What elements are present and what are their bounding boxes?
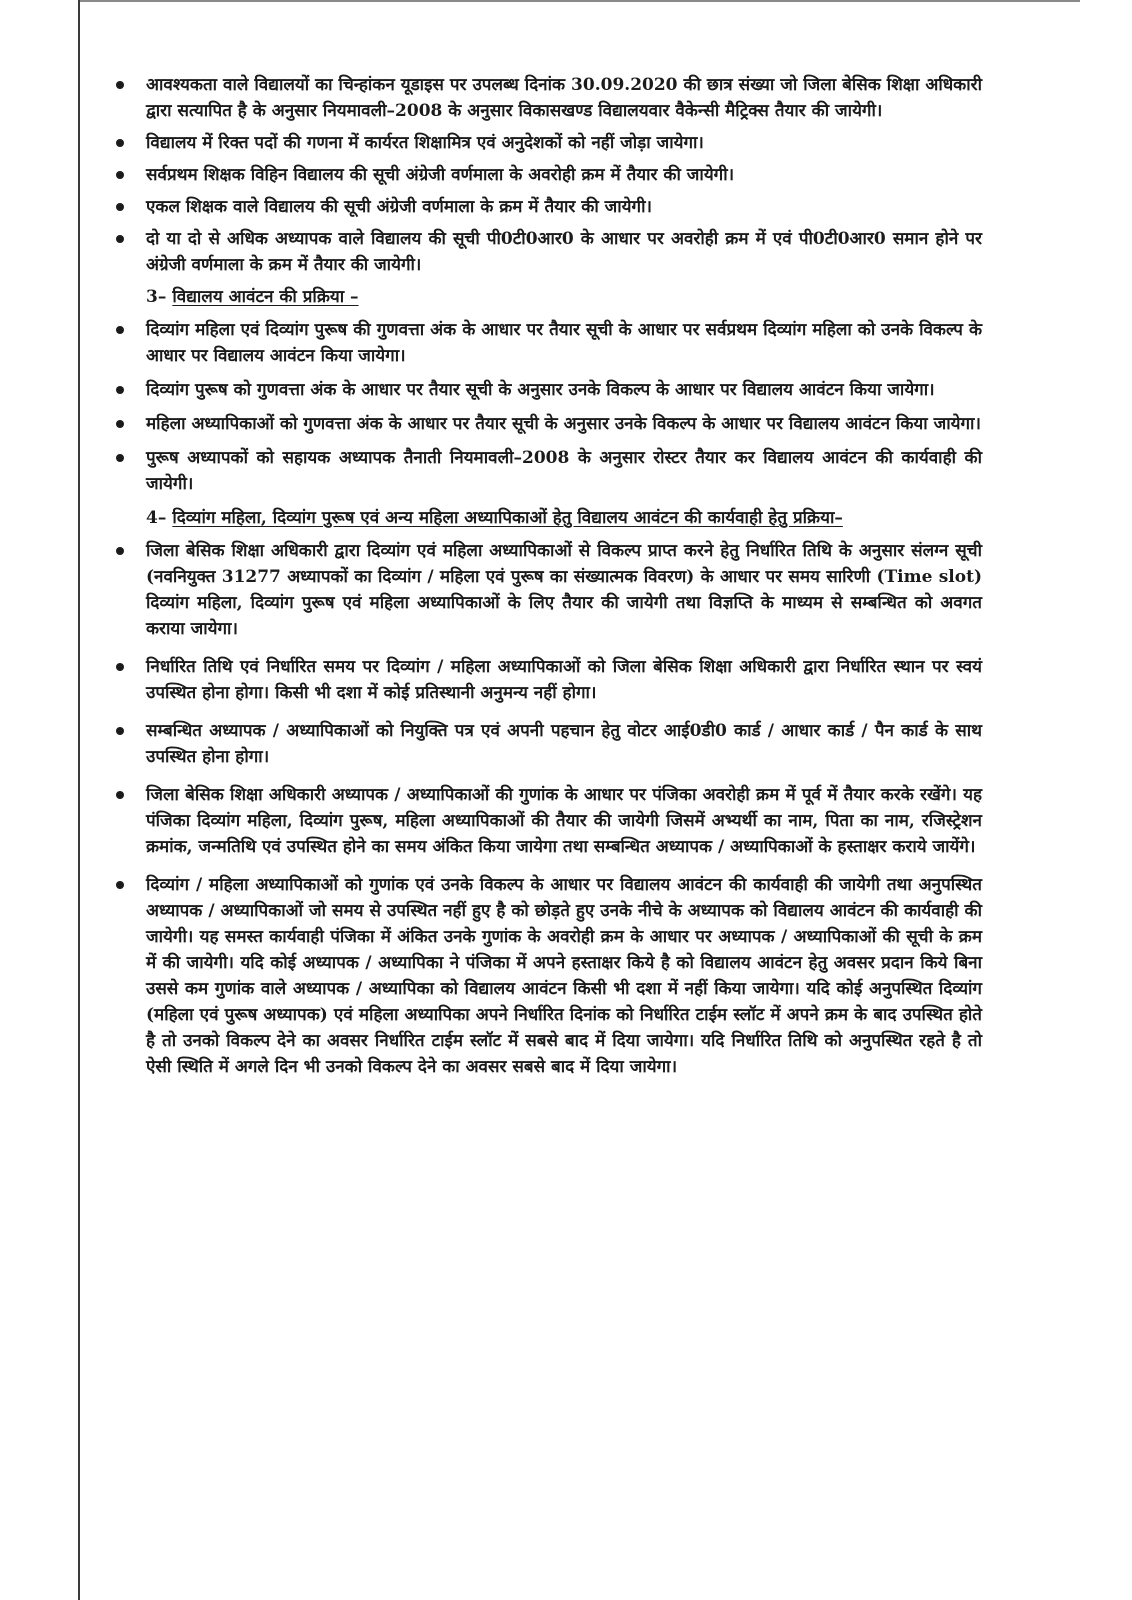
list-item [112, 654, 982, 706]
bullet-icon [116, 663, 124, 671]
bullet-icon [116, 326, 124, 334]
section-3-number: 3– [146, 287, 167, 307]
bullet-text: सर्वप्रथम शिक्षक विहिन विद्यालय की सूची अंग्रेजी वर्णमाला के अवरोही क्रम में तैयार की जायेगी। [146, 165, 735, 185]
bullet-icon [116, 547, 124, 555]
bullet-text: सम्बन्धित अध्यापक / अध्यापिकाओं को नियुक्ति पत्र एवं अपनी पहचान हेतु वोटर आई0डी0 कार्ड / आधार कार्ड / पैन कार्ड के साथ उपस्थित होना होगा। [146, 721, 982, 767]
bullet-icon [116, 81, 124, 89]
section-3-title: विद्यालय आवंटन की प्रक्रिया – [172, 287, 359, 307]
list-item [112, 317, 982, 369]
bullet-text: महिला अध्यापिकाओं को गुणवत्ता अंक के आधार पर तैयार सूची के अनुसार उनके विकल्प के आधार पर विद्यालय आवंटन किया जायेगा। [146, 414, 981, 434]
list-item [112, 194, 982, 220]
page-top-edge-rule [80, 0, 1080, 2]
page-left-margin-rule [78, 0, 80, 1600]
bullet-icon [116, 727, 124, 735]
section-4-heading [112, 505, 982, 531]
list-item [112, 377, 982, 403]
section-4-number: 4– [146, 508, 167, 528]
bullet-text: जिला बेसिक शिक्षा अधिकारी अध्यापक / अध्यापिकाओं की गुणांक के आधार पर पंजिका अवरोही क्रम में पूर्व में तैयार करके रखेंगे। यह पंजिका दिव्यांग महिला, दिव्यांग पुरूष, महिला अध्यापिकाओं की तैयार की जायेगी जिसमें अभ्यर्थी का नाम, पिता का नाम, रजिस्ट्रेशन क्रमांक, जन्मतिथि एवं उपस्थित होने का समय अंकित किया जायेगा तथा सम्बन्धित अध्यापक / अध्यापिकाओं के हस्ताक्षर कराये जायेंगे। [146, 785, 982, 857]
bullet-text: आवश्यकता वाले विद्यालयों का चिन्हांकन यूडाइस पर उपलब्ध दिनांक 30.09.2020 की छात्र संख्या जो जिला बेसिक शिक्षा अधिकारी द्वारा सत्यापित है के अनुसार नियमावली–2008 के अनुसार विकासखण्ड विद्यालयवार वैकेन्सी मैट्रिक्स तैयार की जायेगी। [146, 75, 982, 121]
section-3-bullet-list [112, 317, 982, 497]
bullet-text: एकल शिक्षक वाले विद्यालय की सूची अंग्रेजी वर्णमाला के क्रम में तैयार की जायेगी। [146, 197, 652, 217]
bullet-icon [116, 420, 124, 428]
bullet-icon [116, 171, 124, 179]
bullet-text: पुरूष अध्यापकों को सहायक अध्यापक तैनाती नियमावली–2008 के अनुसार रोस्टर तैयार कर विद्यालय आवंटन की कार्यवाही की जायेगी। [146, 448, 982, 494]
bullet-icon [116, 791, 124, 799]
bullet-icon [116, 454, 124, 462]
list-item [112, 411, 982, 437]
bullet-text: दिव्यांग महिला एवं दिव्यांग पुरूष की गुणवत्ता अंक के आधार पर तैयार सूची के आधार पर सर्वप्रथम दिव्यांग महिला को उनके विकल्प के आधार पर विद्यालय आवंटन किया जायेगा। [146, 320, 982, 366]
bullet-icon [116, 881, 124, 889]
bullet-text: दिव्यांग / महिला अध्यापिकाओं को गुणांक एवं उनके विकल्प के आधार पर विद्यालय आवंटन की कार्यवाही की जायेगी तथा अनुपस्थित अध्यापक / अध्यापिकाओं जो समय से उपस्थित नहीं हुए है को छोड़ते हुए उनके नीचे के अध्यापक को विद्यालय आवंटन की कार्यवाही की जायेगी। यह समस्त कार्यवाही पंजिका में अंकित उनके गुणांक के अवरोही क्रम के आधार पर अध्यापक / अध्यापिकाओं की सूची के क्रम में की जायेगी। यदि कोई अध्यापक / अध्यापिका ने पंजिका में अपने हस्ताक्षर किये है को विद्यालय आवंटन हेतु अवसर प्रदान किये बिना उससे कम गुणांक वाले अध्यापक / अध्यापिका को विद्यालय आवंटन किसी भी दशा में नहीं किया जायेगा। यदि कोई अनुपस्थित दिव्यांग (महिला एवं पुरूष अध्यापक) एवं महिला अध्यापिका अपने निर्धारित दिनांक को निर्धारित टाईम स्लॉट में अपने क्रम के बाद उपस्थित होते है तो उनको विकल्प देने का अवसर निर्धारित टाईम स्लॉट में सबसे बाद में दिया जायेगा। यदि निर्धारित तिथि को अनुपस्थित रहते है तो ऐसी स्थिति में अगले दिन भी उनको विकल्प देने का अवसर सबसे बाद में दिया जायेगा। [146, 875, 982, 1077]
bullet-text: विद्यालय में रिक्त पदों की गणना में कार्यरत शिक्षामित्र एवं अनुदेशकों को नहीं जोड़ा जायेगा। [146, 133, 704, 153]
bullet-icon [116, 386, 124, 394]
bullet-text: दिव्यांग पुरूष को गुणवत्ता अंक के आधार पर तैयार सूची के अनुसार उनके विकल्प के आधार पर विद्यालय आवंटन किया जायेगा। [146, 380, 935, 400]
bullet-icon [116, 139, 124, 147]
intro-bullet-list [112, 72, 982, 278]
list-item [112, 162, 982, 188]
list-item [112, 872, 982, 1080]
section-3-heading [112, 284, 982, 310]
bullet-icon [116, 203, 124, 211]
document-body [112, 72, 982, 1092]
list-item [112, 445, 982, 497]
bullet-text: दो या दो से अधिक अध्यापक वाले विद्यालय की सूची पी0टी0आर0 के आधार पर अवरोही क्रम में एवं पी0टी0आर0 समान होने पर अंग्रेजी वर्णमाला के क्रम में तैयार की जायेगी। [146, 229, 982, 275]
bullet-text: निर्धारित तिथि एवं निर्धारित समय पर दिव्यांग / महिला अध्यापिकाओं को जिला बेसिक शिक्षा अधिकारी द्वारा निर्धारित स्थान पर स्वयं उपस्थित होना होगा। किसी भी दशा में कोई प्रतिस्थानी अनुमन्य नहीं होगा। [146, 657, 982, 703]
list-item [112, 226, 982, 278]
section-4-title: दिव्यांग महिला, दिव्यांग पुरूष एवं अन्य महिला अध्यापिकाओं हेतु विद्यालय आवंटन की कार्यवाही हेतु प्रक्रिया– [172, 508, 843, 528]
list-item [112, 538, 982, 642]
list-item [112, 782, 982, 860]
list-item [112, 718, 982, 770]
list-item [112, 130, 982, 156]
list-item [112, 72, 982, 124]
section-4-bullet-list [112, 538, 982, 1080]
bullet-text: जिला बेसिक शिक्षा अधिकारी द्वारा दिव्यांग एवं महिला अध्यापिकाओं से विकल्प प्राप्त करने हेतु निर्धारित तिथि के अनुसार संलग्न सूची (नवनियुक्त 31277 अध्यापकों का दिव्यांग / महिला एवं पुरूष का संख्यात्मक विवरण) के आधार पर समय सारिणी (Time slot) दिव्यांग महिला, दिव्यांग पुरूष एवं महिला अध्यापिकाओं के लिए तैयार की जायेगी तथा विज्ञप्ति के माध्यम से सम्बन्धित को अवगत कराया जायेगा। [146, 541, 982, 639]
bullet-icon [116, 235, 124, 243]
